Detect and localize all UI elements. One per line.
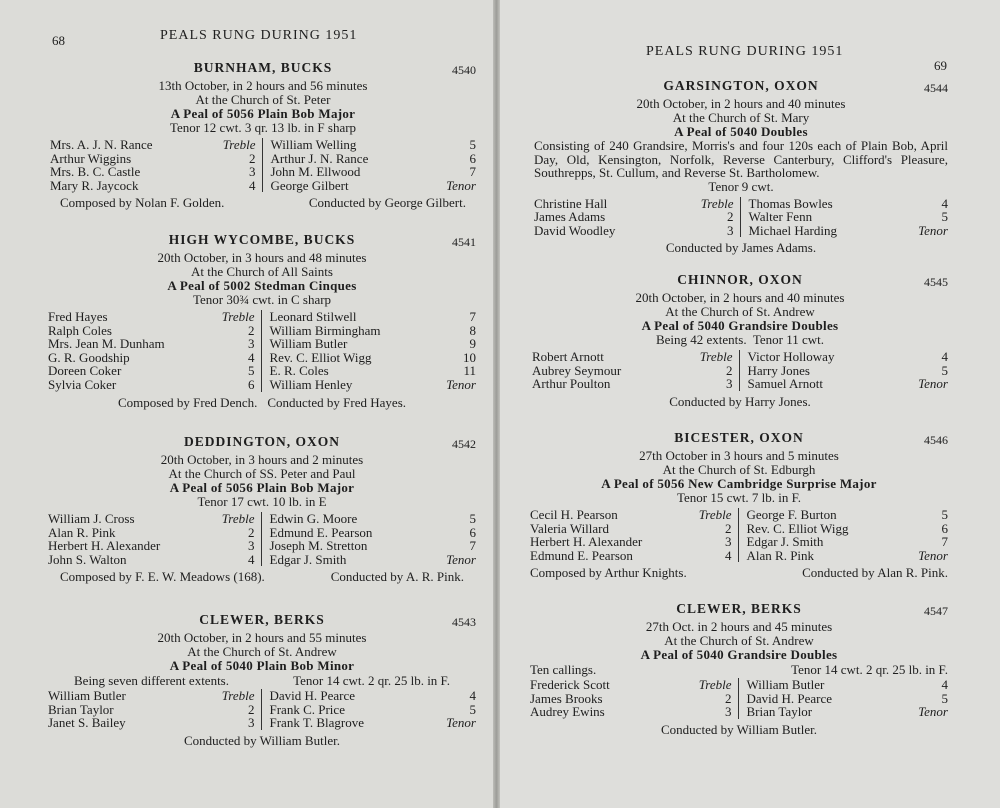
ringer-row (747, 535, 949, 549)
ringer-row (271, 138, 477, 152)
ringer-name: Valeria Willard (530, 520, 610, 536)
ringer-row (48, 526, 255, 540)
ringer-bell: 3 (725, 534, 732, 550)
ringer-name: Christine Hall (534, 195, 608, 211)
ringer-bell: 2 (248, 701, 255, 717)
ringer-bell: Treble (699, 349, 733, 364)
ringer-bell: 5 (248, 363, 255, 379)
ringer-row (747, 705, 949, 719)
ringer-row (748, 364, 949, 378)
running-head: PEALS RUNG DURING 1951 (646, 44, 844, 59)
ringer-name: Edmund E. Pearson (269, 524, 373, 540)
ringer-name: William Birmingham (269, 322, 381, 338)
peal-extents: Being seven different extents. (74, 673, 229, 688)
running-head: PEALS RUNG DURING 1951 (160, 28, 358, 43)
ringer-name: Janet S. Bailey (48, 715, 126, 731)
peal-callings: Ten callings. (530, 662, 597, 677)
ringer-bell: 3 (726, 376, 733, 392)
composed-by: Composed by Fred Dench. (117, 394, 258, 410)
ringer-row (748, 350, 949, 364)
peal-date: 13th October, in 2 hours and 56 minutes (158, 78, 368, 93)
peal-title: DEDDINGTON, OXON (183, 434, 341, 449)
peal-method: A Peal of 5002 Stedman Cinques (167, 278, 357, 293)
ringers-right-column (739, 508, 949, 562)
ringer-bell: 4 (248, 551, 255, 567)
ringer-bell: Treble (221, 688, 255, 703)
peal-church: At the Church of St. Andrew (187, 644, 337, 659)
ringer-bell: Tenor (918, 547, 948, 563)
peal-method: A Peal of 5040 Plain Bob Minor (169, 658, 355, 673)
ringer-row (270, 526, 477, 540)
ringer-bell: 5 (941, 690, 948, 706)
peal-number: 4546 (924, 433, 948, 447)
ringer-row (532, 364, 733, 378)
ringer-name: Harry Jones (747, 362, 810, 378)
ringers-right-column (262, 512, 477, 566)
ringer-name: Robert Arnott (532, 349, 604, 364)
ringer-row (530, 549, 732, 563)
conducted-by: Conducted by James Adams. (665, 240, 817, 256)
peal-tenor: Tenor 15 cwt. 7 lb. in F. (676, 490, 802, 505)
ringer-bell: Tenor (918, 376, 948, 392)
ringer-bell: 3 (248, 336, 255, 352)
ringer-row (48, 351, 255, 365)
ringer-bell: 4 (941, 195, 948, 211)
ringer-row (530, 522, 732, 536)
ringer-bell: Tenor (918, 222, 948, 238)
ringer-name: Ralph Coles (48, 322, 112, 338)
ringer-row (530, 678, 732, 692)
ringer-row (48, 716, 255, 730)
ringer-row (50, 152, 256, 166)
peal-tenor: Tenor 17 cwt. 10 lb. in E (197, 494, 327, 509)
ringer-row (530, 508, 732, 522)
ringer-row (270, 378, 477, 392)
ringer-bell: 5 (469, 137, 476, 152)
ringer-name: Joseph M. Stretton (269, 538, 368, 554)
ringer-name: William Butler (48, 688, 126, 703)
ringer-name: Edwin G. Moore (269, 511, 358, 526)
ringer-bell: 3 (248, 715, 255, 731)
ringer-name: Frank T. Blagrove (269, 715, 364, 731)
ringer-bell: Treble (221, 511, 255, 526)
ringer-row (747, 678, 949, 692)
ringers-left-column (48, 512, 262, 566)
peal-title: GARSINGTON, OXON (663, 78, 819, 93)
ringer-name: Fred Hayes (48, 309, 108, 324)
peal-footer (50, 195, 476, 211)
peal-date: 27th Oct. in 2 hours and 45 minutes (645, 619, 833, 634)
ringer-name: Edgar J. Smith (269, 551, 347, 567)
ringer-row (48, 553, 255, 567)
peal-tenor: Tenor 14 cwt. 2 qr. 25 lb. in F. (791, 662, 948, 677)
ringer-row (532, 350, 733, 364)
peal-number: 4544 (924, 81, 948, 95)
peal-tenor: Tenor 9 cwt. (708, 178, 774, 194)
ringer-row (749, 210, 949, 224)
right-page (500, 0, 1000, 808)
page-number: 68 (52, 33, 65, 48)
ringer-bell: 7 (469, 164, 476, 180)
peal-title: CLEWER, BERKS (676, 601, 802, 616)
peal-entry (530, 430, 948, 581)
ringer-row (530, 692, 732, 706)
ringer-name: Herbert H. Alexander (48, 538, 161, 554)
ringer-name: Mrs. A. J. N. Rance (50, 137, 153, 152)
ringer-row (530, 535, 732, 549)
peal-footer (48, 733, 476, 749)
peal-number: 4545 (924, 275, 948, 289)
ringer-name: Mrs. B. C. Castle (50, 164, 141, 180)
ringer-bell: 2 (248, 524, 255, 540)
ringer-row (749, 224, 949, 238)
peal-tenor: Being 42 extents. Tenor 11 cwt. (655, 332, 825, 347)
peal-description: Consisting of 240 Grandsire, Morris's and four 120s each of Plain Bob, April Day, Old, Kensington, Norfolk, Reverse Canterbury, Clifford's Pleasure, Southrepps, St. Cullum, and Reverse St. Bartholomew. (534, 138, 948, 180)
ringers-left-column (530, 678, 739, 719)
peal-method: A Peal of 5040 Grandsire Doubles (640, 647, 838, 662)
peal-date: 20th October, in 3 hours and 48 minutes (157, 250, 367, 265)
ringer-row (48, 324, 255, 338)
peal-method: A Peal of 5040 Grandsire Doubles (641, 318, 839, 333)
ringer-row (48, 364, 255, 378)
left-page (0, 0, 493, 808)
ringer-name: Frank C. Price (269, 701, 345, 717)
ringer-row (747, 508, 949, 522)
ringers-right-column (262, 310, 477, 392)
book-gutter (493, 0, 500, 808)
ringer-bell: 5 (941, 362, 948, 378)
ringer-name: Sylvia Coker (48, 376, 117, 392)
ringer-name: Mary R. Jaycock (50, 177, 139, 193)
peal-church: At the Church of St. Edburgh (662, 462, 816, 477)
ringer-bell: 7 (469, 309, 476, 324)
ringer-name: Arthur Poulton (532, 376, 611, 392)
conducted-by: Conducted by William Butler. (661, 721, 817, 737)
peal-tenor: Tenor 30¾ cwt. in C sharp (192, 292, 332, 307)
ringer-bell: 6 (469, 150, 476, 166)
ringer-row (270, 716, 477, 730)
ringer-bell: 3 (248, 538, 255, 554)
ringers-table (534, 197, 948, 238)
ringer-row (534, 224, 734, 238)
ringer-row (534, 197, 734, 211)
peal-church: At the Church of All Saints (191, 264, 333, 279)
ringer-bell: 5 (469, 701, 476, 717)
conducted-by: Conducted by A. R. Pink. (330, 569, 464, 585)
ringer-row (48, 512, 255, 526)
peal-entry (532, 272, 948, 410)
ringer-row (270, 351, 477, 365)
peal-church: At the Church of SS. Peter and Paul (168, 466, 356, 481)
peal-date: 20th October, in 3 hours and 2 minutes (160, 452, 364, 467)
ringer-row (48, 378, 255, 392)
peal-number: 4543 (452, 615, 476, 629)
conducted-by: Conducted by William Butler. (184, 732, 340, 748)
ringer-bell: Treble (700, 195, 734, 211)
ringer-row (747, 522, 949, 536)
ringer-bell: 5 (941, 209, 948, 225)
ringer-bell: 7 (469, 538, 476, 554)
ringer-row (749, 197, 949, 211)
ringer-row (271, 152, 477, 166)
peal-entry (48, 612, 476, 749)
ringers-right-column (263, 138, 477, 192)
ringer-row (747, 692, 949, 706)
ringer-row (48, 689, 255, 703)
ringer-name: William Butler (746, 677, 825, 692)
ringer-name: John S. Walton (48, 551, 127, 567)
ringer-row (534, 210, 734, 224)
ringer-bell: 3 (727, 222, 734, 238)
peal-number: 4547 (924, 604, 948, 618)
peal-extents-line (48, 673, 476, 689)
ringer-row (270, 703, 477, 717)
ringer-bell: Treble (221, 309, 255, 324)
peal-title: CHINNOR, OXON (677, 272, 803, 287)
ringer-bell: Tenor (446, 551, 476, 567)
ringers-right-column (740, 350, 949, 391)
peal-footer (530, 565, 948, 581)
ringer-bell: 2 (727, 209, 734, 225)
ringer-row (270, 512, 477, 526)
ringer-name: Edmund E. Pearson (530, 547, 633, 563)
conducted-by: Conducted by Harry Jones. (669, 393, 811, 409)
ringer-name: Rev. C. Elliot Wigg (746, 520, 849, 536)
ringer-name: Mrs. Jean M. Dunham (48, 336, 165, 352)
ringer-name: James Brooks (530, 690, 603, 706)
peal-entry (48, 232, 476, 411)
ringer-row (270, 337, 477, 351)
ringer-name: Brian Taylor (48, 701, 114, 717)
peal-entry (50, 60, 476, 211)
peal-title: HIGH WYCOMBE, BUCKS (168, 232, 356, 247)
peal-entry (48, 434, 476, 585)
ringers-table (48, 310, 476, 392)
ringers-left-column (50, 138, 263, 192)
ringer-bell: 8 (469, 322, 476, 338)
ringer-name: David Woodley (534, 222, 616, 238)
ringer-row (271, 179, 477, 193)
ringer-row (48, 310, 255, 324)
ringers-table (530, 508, 948, 562)
ringer-name: David H. Pearce (746, 690, 833, 706)
ringer-bell: 2 (725, 690, 732, 706)
ringers-left-column (530, 508, 739, 562)
ringer-bell: 2 (248, 322, 255, 338)
ringer-bell: 2 (725, 520, 732, 536)
ringer-name: William Henley (269, 376, 353, 392)
ringer-bell: 3 (725, 704, 732, 720)
ringer-name: William J. Cross (48, 511, 135, 526)
peal-tenor: Tenor 12 cwt. 3 qr. 13 lb. in F sharp (169, 120, 357, 135)
ringer-bell: Treble (222, 137, 256, 152)
ringer-name: James Adams (534, 209, 606, 225)
ringer-name: William Butler (269, 336, 348, 352)
ringer-row (270, 539, 477, 553)
ringer-name: Doreen Coker (48, 363, 122, 379)
peal-tenor: Tenor 14 cwt. 2 qr. 25 lb. in F. (293, 673, 450, 688)
peal-callings-line (530, 662, 948, 678)
peal-date: 20th October, in 2 hours and 40 minutes (635, 290, 845, 305)
composed-by: Composed by Arthur Knights. (530, 565, 687, 581)
ringer-name: Alan R. Pink (746, 547, 815, 563)
ringer-bell: 9 (469, 336, 476, 352)
peal-method: A Peal of 5040 Doubles (674, 124, 808, 139)
ringers-right-column (741, 197, 949, 238)
ringer-name: Walter Fenn (748, 209, 813, 225)
ringer-name: G. R. Goodship (48, 349, 130, 365)
page-number: 69 (934, 58, 947, 73)
ringer-name: Brian Taylor (746, 704, 813, 720)
peal-church: At the Church of St. Andrew (665, 304, 815, 319)
peal-date: 20th October, in 2 hours and 40 minutes (636, 96, 846, 111)
ringer-row (270, 364, 477, 378)
ringers-left-column (534, 197, 741, 238)
ringer-bell: 4 (725, 547, 732, 563)
ringer-bell: 4 (469, 688, 476, 703)
ringers-table (532, 350, 948, 391)
ringer-name: George Gilbert (270, 177, 349, 193)
ringer-bell: Tenor (918, 704, 948, 720)
peal-date: 27th October in 3 hours and 5 minutes (639, 448, 839, 463)
ringer-name: Audrey Ewins (530, 704, 605, 720)
ringer-row (48, 703, 255, 717)
ringers-right-column (739, 678, 949, 719)
ringer-bell: 6 (248, 376, 255, 392)
ringer-row (532, 377, 733, 391)
ringer-name: E. R. Coles (269, 363, 329, 379)
ringer-name: Alan R. Pink (48, 524, 116, 540)
ringer-row (50, 179, 256, 193)
ringers-table (48, 512, 476, 566)
ringer-bell: 6 (941, 520, 948, 536)
ringer-row (48, 539, 255, 553)
ringer-row (48, 337, 255, 351)
ringer-name: Herbert H. Alexander (530, 534, 643, 550)
ringer-bell: 4 (941, 677, 948, 692)
ringer-name: George F. Burton (746, 507, 837, 522)
ringer-bell: 3 (249, 164, 256, 180)
peal-method: A Peal of 5056 New Cambridge Surprise Major (601, 476, 877, 491)
peal-title: BICESTER, OXON (674, 430, 804, 445)
ringer-bell: 4 (249, 177, 256, 193)
peal-date: 20th October, in 2 hours and 55 minutes (157, 630, 367, 645)
ringer-name: William Welling (270, 137, 357, 152)
ringers-table (48, 689, 476, 730)
ringer-name: David H. Pearce (269, 688, 356, 703)
peal-number: 4540 (452, 63, 476, 77)
ringer-row (747, 549, 949, 563)
ringer-bell: 4 (941, 349, 948, 364)
ringer-bell: 4 (248, 349, 255, 365)
ringer-bell: 5 (469, 511, 476, 526)
ringer-bell: Treble (698, 507, 732, 522)
peal-footer (48, 569, 476, 585)
ringers-left-column (532, 350, 740, 391)
ringer-name: Victor Holloway (747, 349, 835, 364)
peal-entry (530, 601, 948, 738)
ringer-bell: 6 (469, 524, 476, 540)
peal-entry (534, 78, 948, 256)
conducted-by: Conducted by Fred Hayes. (267, 394, 406, 410)
peal-method: A Peal of 5056 Plain Bob Major (169, 480, 355, 495)
peal-title: CLEWER, BERKS (199, 612, 325, 627)
ringer-row (271, 165, 477, 179)
ringer-name: Frederick Scott (530, 677, 610, 692)
ringer-bell: 2 (726, 362, 733, 378)
ringer-row (270, 689, 477, 703)
ringer-row (50, 138, 256, 152)
peal-method: A Peal of 5056 Plain Bob Major (170, 106, 356, 121)
ringer-row (530, 705, 732, 719)
peal-footer (532, 394, 948, 410)
ringer-row (270, 324, 477, 338)
ringer-name: Rev. C. Elliot Wigg (269, 349, 372, 365)
ringer-bell: Tenor (446, 715, 476, 731)
ringers-table (530, 678, 948, 719)
conducted-by: Conducted by Alan R. Pink. (802, 565, 948, 581)
ringer-name: Arthur Wiggins (50, 150, 132, 166)
peal-number: 4542 (452, 437, 476, 451)
ringer-name: Samuel Arnott (747, 376, 823, 392)
peal-church: At the Church of St. Andrew (664, 633, 814, 648)
ringer-name: Edgar J. Smith (746, 534, 824, 550)
ringer-bell: 2 (249, 150, 256, 166)
ringer-name: Michael Harding (748, 222, 837, 238)
ringer-name: Cecil H. Pearson (530, 507, 618, 522)
ringer-row (50, 165, 256, 179)
composed-by: Composed by F. E. W. Meadows (168). (60, 569, 265, 585)
ringer-row (748, 377, 949, 391)
ringer-name: Thomas Bowles (748, 195, 833, 211)
ringer-bell: Tenor (446, 177, 476, 193)
conducted-by: Conducted by George Gilbert. (308, 195, 466, 211)
ringer-name: Aubrey Seymour (532, 362, 622, 378)
peal-church: At the Church of St. Peter (195, 92, 331, 107)
ringer-row (270, 553, 477, 567)
ringer-name: Leonard Stilwell (269, 309, 357, 324)
ringer-name: Arthur J. N. Rance (270, 150, 369, 166)
ringer-bell: 10 (463, 349, 476, 365)
ringers-table (50, 138, 476, 192)
ringer-bell: Tenor (446, 376, 476, 392)
ringers-right-column (262, 689, 477, 730)
peal-church: At the Church of St. Mary (672, 110, 810, 125)
composed-by: Composed by Nolan F. Golden. (60, 195, 225, 211)
peal-footer (48, 395, 476, 411)
ringer-bell: Treble (698, 677, 732, 692)
peal-footer (534, 240, 948, 256)
peal-title: BURNHAM, BUCKS (193, 60, 333, 75)
ringers-left-column (48, 310, 262, 392)
ringer-bell: 11 (463, 363, 476, 379)
ringers-left-column (48, 689, 262, 730)
ringer-bell: 7 (941, 534, 948, 550)
ringer-bell: 5 (941, 507, 948, 522)
peal-number: 4541 (452, 235, 476, 249)
ringer-row (270, 310, 477, 324)
peal-footer (530, 722, 948, 738)
ringer-name: John M. Ellwood (270, 164, 361, 180)
